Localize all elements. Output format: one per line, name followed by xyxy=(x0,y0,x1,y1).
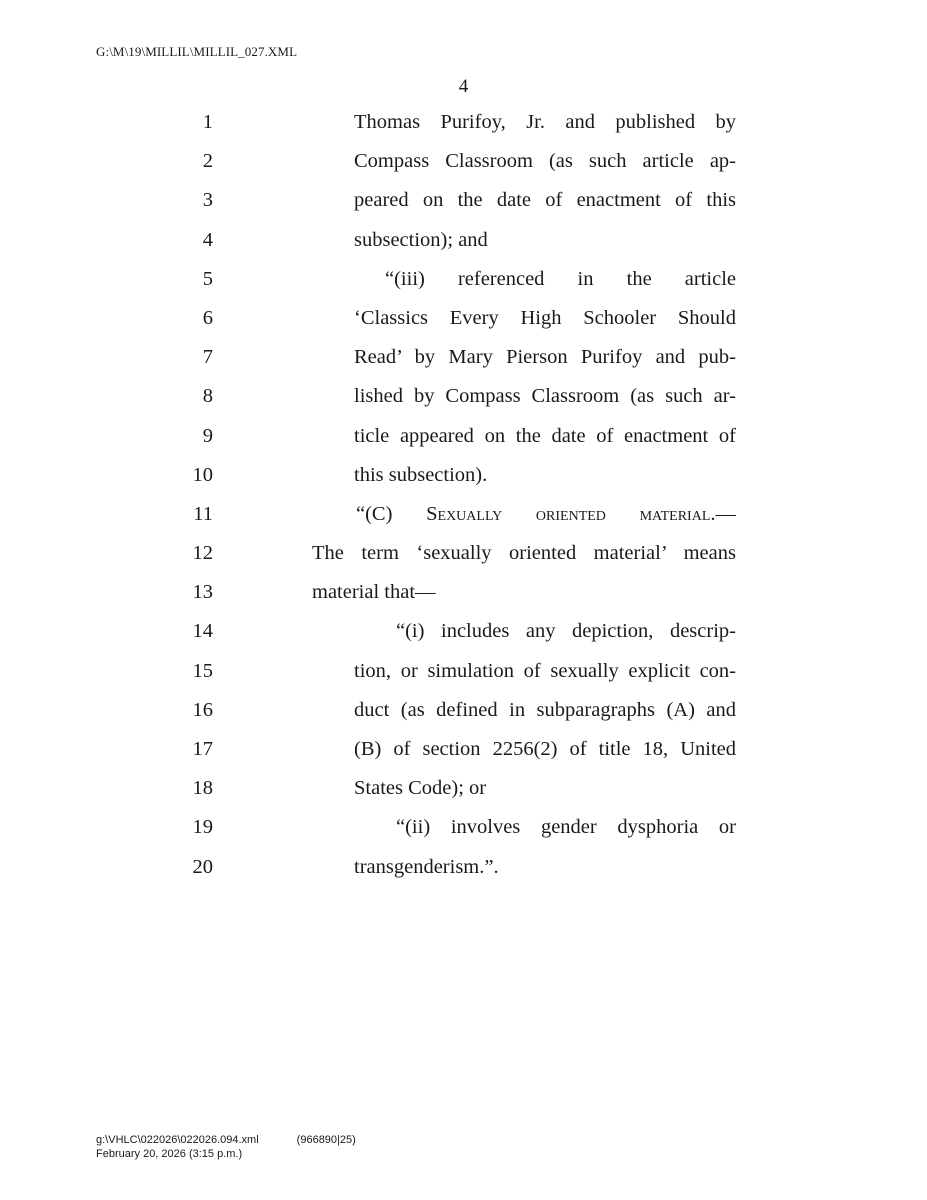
file-path-header: G:\M\19\MILLIL\MILLIL_027.XML xyxy=(96,44,298,59)
line-number: 6 xyxy=(202,306,213,329)
line-number: 17 xyxy=(192,738,213,760)
text-line xyxy=(0,181,927,220)
text-line xyxy=(0,495,927,534)
line-number: 20 xyxy=(192,855,213,878)
line-text: ticle appeared on the date of enactment of xyxy=(354,424,736,447)
text-line xyxy=(0,299,927,338)
line-text: “(ii) involves gender dysphoria or xyxy=(396,816,736,839)
text-line xyxy=(0,730,927,769)
line-number: 1 xyxy=(202,111,213,133)
subparagraph-heading: “(C) Sexually oriented material.— xyxy=(356,502,736,525)
line-text: “(iii) referenced in the article xyxy=(385,267,736,290)
text-line xyxy=(0,221,927,260)
page-number: 4 xyxy=(458,76,469,97)
line-number: 15 xyxy=(192,659,213,682)
text-line xyxy=(0,456,927,495)
text-line xyxy=(0,573,927,612)
text-line xyxy=(0,848,927,887)
line-number: 18 xyxy=(192,777,213,800)
line-number: 2 xyxy=(202,150,213,173)
bill-text-body xyxy=(0,103,927,887)
text-line xyxy=(0,103,927,142)
text-line xyxy=(0,534,927,573)
line-number: 9 xyxy=(202,424,213,447)
line-number: 14 xyxy=(192,620,213,643)
line-text: material that— xyxy=(312,581,436,604)
line-text: (B) of section 2256(2) of title 18, United xyxy=(354,738,736,760)
text-line xyxy=(0,338,927,377)
text-line xyxy=(0,691,927,730)
line-number: 10 xyxy=(192,463,213,486)
line-number: 12 xyxy=(192,542,213,565)
text-line xyxy=(0,417,927,456)
line-text: subsection); and xyxy=(354,228,488,251)
line-number: 5 xyxy=(202,267,213,290)
line-text: peared on the date of enactment of this xyxy=(354,189,736,212)
line-text: “(i) includes any depiction, descrip- xyxy=(396,620,736,643)
line-number: 7 xyxy=(202,346,213,369)
line-number: 11 xyxy=(193,502,213,525)
document-footer xyxy=(96,1133,356,1161)
line-text: Thomas Purifoy, Jr. and published by xyxy=(354,111,736,133)
text-line xyxy=(0,260,927,299)
line-text: States Code); or xyxy=(354,777,487,800)
line-text: The term ‘sexually oriented material’ means xyxy=(312,542,736,565)
footer-timestamp: February 20, 2026 (3:15 p.m.) xyxy=(96,1148,243,1160)
line-text: Read’ by Mary Pierson Purifoy and pub- xyxy=(354,346,736,369)
line-text: this subsection). xyxy=(354,463,488,486)
text-line xyxy=(0,142,927,181)
line-number: 13 xyxy=(192,581,213,604)
line-text: duct (as defined in subparagraphs (A) and xyxy=(354,698,736,721)
text-line xyxy=(0,652,927,691)
footer-document-code: (966890|25) xyxy=(296,1134,356,1146)
line-text: transgenderism.”. xyxy=(354,855,499,878)
line-number: 3 xyxy=(202,189,213,212)
line-number: 19 xyxy=(192,816,213,839)
text-line xyxy=(0,769,927,808)
line-number: 16 xyxy=(192,698,213,721)
line-number: 4 xyxy=(202,228,213,251)
text-line xyxy=(0,612,927,651)
line-number: 8 xyxy=(202,385,213,408)
line-text: Compass Classroom (as such article ap- xyxy=(354,150,736,173)
line-text: lished by Compass Classroom (as such ar- xyxy=(354,385,736,408)
text-line xyxy=(0,377,927,416)
text-line xyxy=(0,808,927,847)
line-text: tion, or simulation of sexually explicit con- xyxy=(354,659,736,682)
line-text: ‘Classics Every High Schooler Should xyxy=(354,306,736,329)
footer-file-path: g:\VHLC\022026\022026.094.xml xyxy=(96,1134,259,1146)
